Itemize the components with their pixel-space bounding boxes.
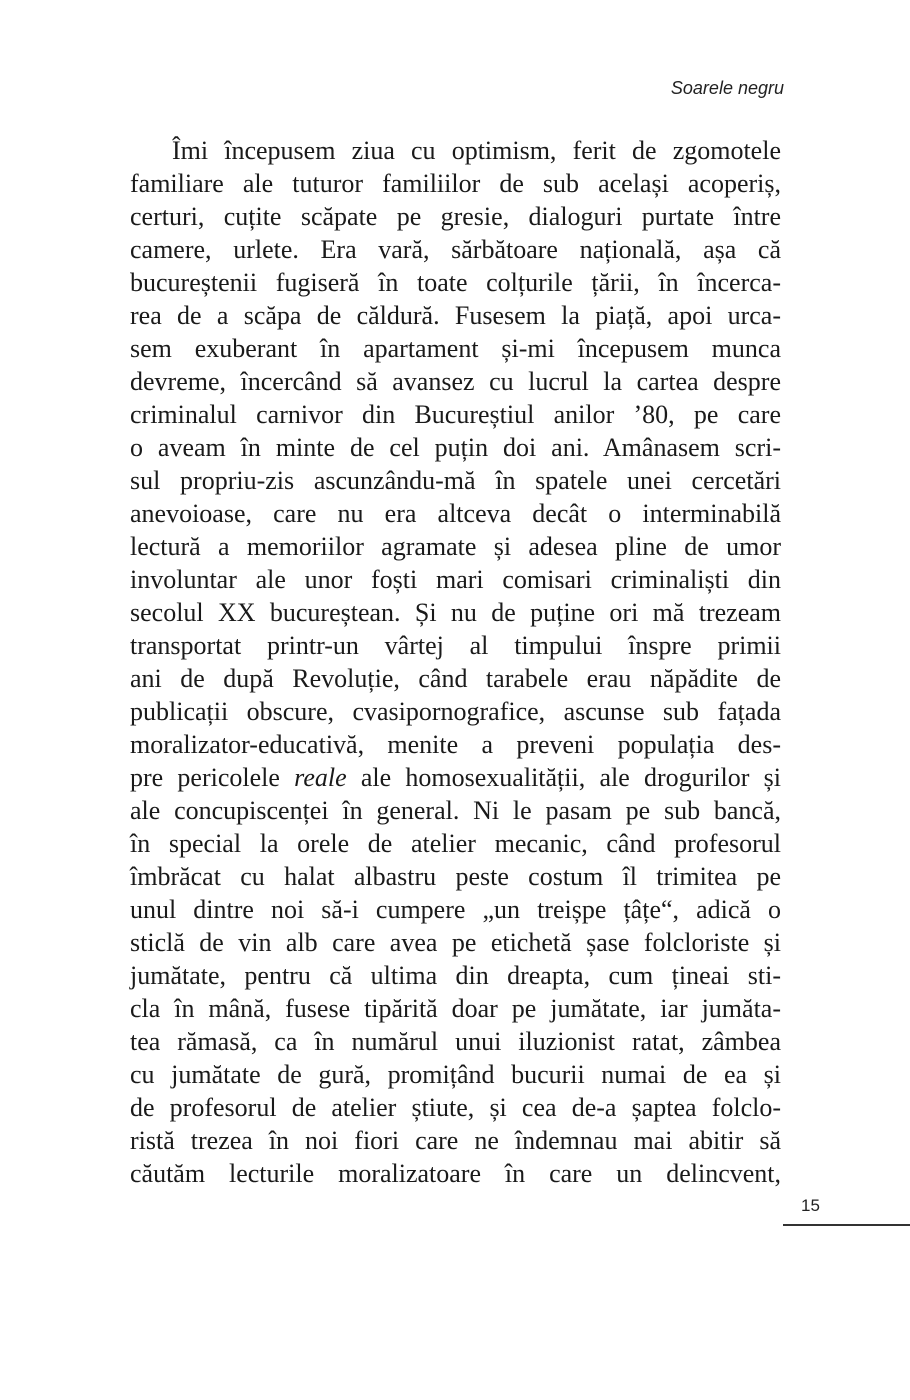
- text-line: [130, 332, 781, 365]
- text-line: [130, 497, 781, 530]
- text-segment: pre pericolele: [130, 763, 295, 793]
- text-line: [130, 398, 781, 431]
- text-segment: anevoioase, care nu era altceva decât o interminabilă: [130, 499, 781, 529]
- text-line: [130, 794, 781, 827]
- text-segment: căutăm lecturile moralizatoare în care un delincvent,: [130, 1159, 781, 1189]
- text-line: [130, 1025, 781, 1058]
- text-segment: lectură a memoriilor agramate și adesea pline de umor: [130, 532, 781, 562]
- text-segment: ani de după Revoluție, când tarabele erau năpădite de: [130, 664, 781, 694]
- text-segment: cla în mână, fusese tipărită doar pe jumătate, iar jumăta-: [130, 994, 781, 1024]
- text-segment: ale homosexualității, ale drogurilor și: [346, 763, 781, 793]
- text-line: [130, 167, 781, 200]
- italic-text: reale: [294, 763, 347, 793]
- text-line: [130, 596, 781, 629]
- text-line: [130, 464, 781, 497]
- text-line: [130, 893, 781, 926]
- text-segment: familiare ale tuturor familiilor de sub același acoperiș,: [130, 169, 781, 199]
- text-segment: criminalul carnivor din Bucureștiul anilor ’80, pe care: [130, 400, 781, 430]
- text-line: [130, 365, 781, 398]
- text-segment: certuri, cuțite scăpate pe gresie, dialoguri purtate între: [130, 202, 781, 232]
- text-line: [130, 926, 781, 959]
- text-line: [130, 530, 781, 563]
- text-segment: o aveam în minte de cel puțin doi ani. Amânasem scri-: [130, 433, 781, 463]
- text-segment: moralizator-educativă, menite a preveni populația des-: [130, 730, 781, 760]
- text-segment: ristă trezea în noi fiori care ne îndemnau mai abitir să: [130, 1126, 781, 1156]
- text-line: [130, 266, 781, 299]
- text-segment: îmbrăcat cu halat albastru peste costum îl trimitea pe: [130, 862, 781, 892]
- text-segment: camere, urlete. Era vară, sărbătoare națională, așa că: [130, 235, 781, 265]
- text-line: [130, 695, 781, 728]
- text-line: [130, 629, 781, 662]
- text-segment: involuntar ale unor foști mari comisari criminaliști din: [130, 565, 781, 595]
- text-line: [130, 1091, 781, 1124]
- text-line: [130, 761, 781, 794]
- running-head: Soarele negru: [670, 78, 784, 98]
- text-line: [130, 431, 781, 464]
- text-segment: transportat printr-un vârtej al timpului înspre primii: [130, 631, 781, 661]
- text-segment: ale concupiscenței în general. Ni le pasam pe sub bancă,: [130, 796, 781, 826]
- text-line: [130, 728, 781, 761]
- text-line: [130, 233, 781, 266]
- text-line: [130, 563, 781, 596]
- text-segment: Îmi începusem ziua cu optimism, ferit de zgomotele: [172, 136, 781, 165]
- text-line: [130, 1124, 781, 1157]
- text-segment: de profesorul de atelier știute, și cea de-a șaptea folclo-: [130, 1093, 781, 1123]
- text-line: [130, 959, 781, 992]
- text-segment: tea rămasă, ca în numărul unui iluzionist ratat, zâmbea: [130, 1027, 781, 1057]
- text-segment: publicații obscure, cvasipornografice, ascunse sub fațada: [130, 697, 781, 727]
- page-number: 15: [801, 1196, 820, 1215]
- text-segment: unul dintre noi să-i cumpere „un treișpe țâțe“, adică o: [130, 895, 781, 925]
- text-line: [130, 134, 781, 167]
- text-segment: devreme, încercând să avansez cu lucrul la cartea despre: [130, 367, 781, 397]
- text-segment: rea de a scăpa de căldură. Fusesem la piață, apoi urca-: [130, 301, 781, 331]
- text-line: [130, 299, 781, 332]
- text-line: [130, 1058, 781, 1091]
- text-segment: în special la orele de atelier mecanic, când profesorul: [130, 829, 781, 859]
- text-line: [130, 662, 781, 695]
- text-segment: cu jumătate de gură, promițând bucurii numai de ea și: [130, 1060, 781, 1090]
- text-segment: sticlă de vin alb care avea pe etichetă șase folcloriste și: [130, 928, 781, 958]
- text-segment: jumătate, pentru că ultima din dreapta, cum țineai sti-: [130, 961, 781, 991]
- text-line: [130, 200, 781, 233]
- text-line: [130, 1157, 781, 1190]
- text-line: [130, 860, 781, 893]
- text-line: [130, 992, 781, 1025]
- body-text: [130, 134, 781, 1191]
- text-line: [130, 827, 781, 860]
- text-segment: secolul XX bucureștean. Și nu de puține ori mă trezeam: [130, 598, 781, 628]
- text-segment: bucureștenii fugiseră în toate colțurile țării, în încerca-: [130, 268, 781, 298]
- folio-rule: [783, 1224, 910, 1226]
- text-segment: sem exuberant în apartament și-mi începusem munca: [130, 334, 781, 364]
- text-segment: sul propriu-zis ascunzându-mă în spatele unei cercetări: [130, 466, 781, 496]
